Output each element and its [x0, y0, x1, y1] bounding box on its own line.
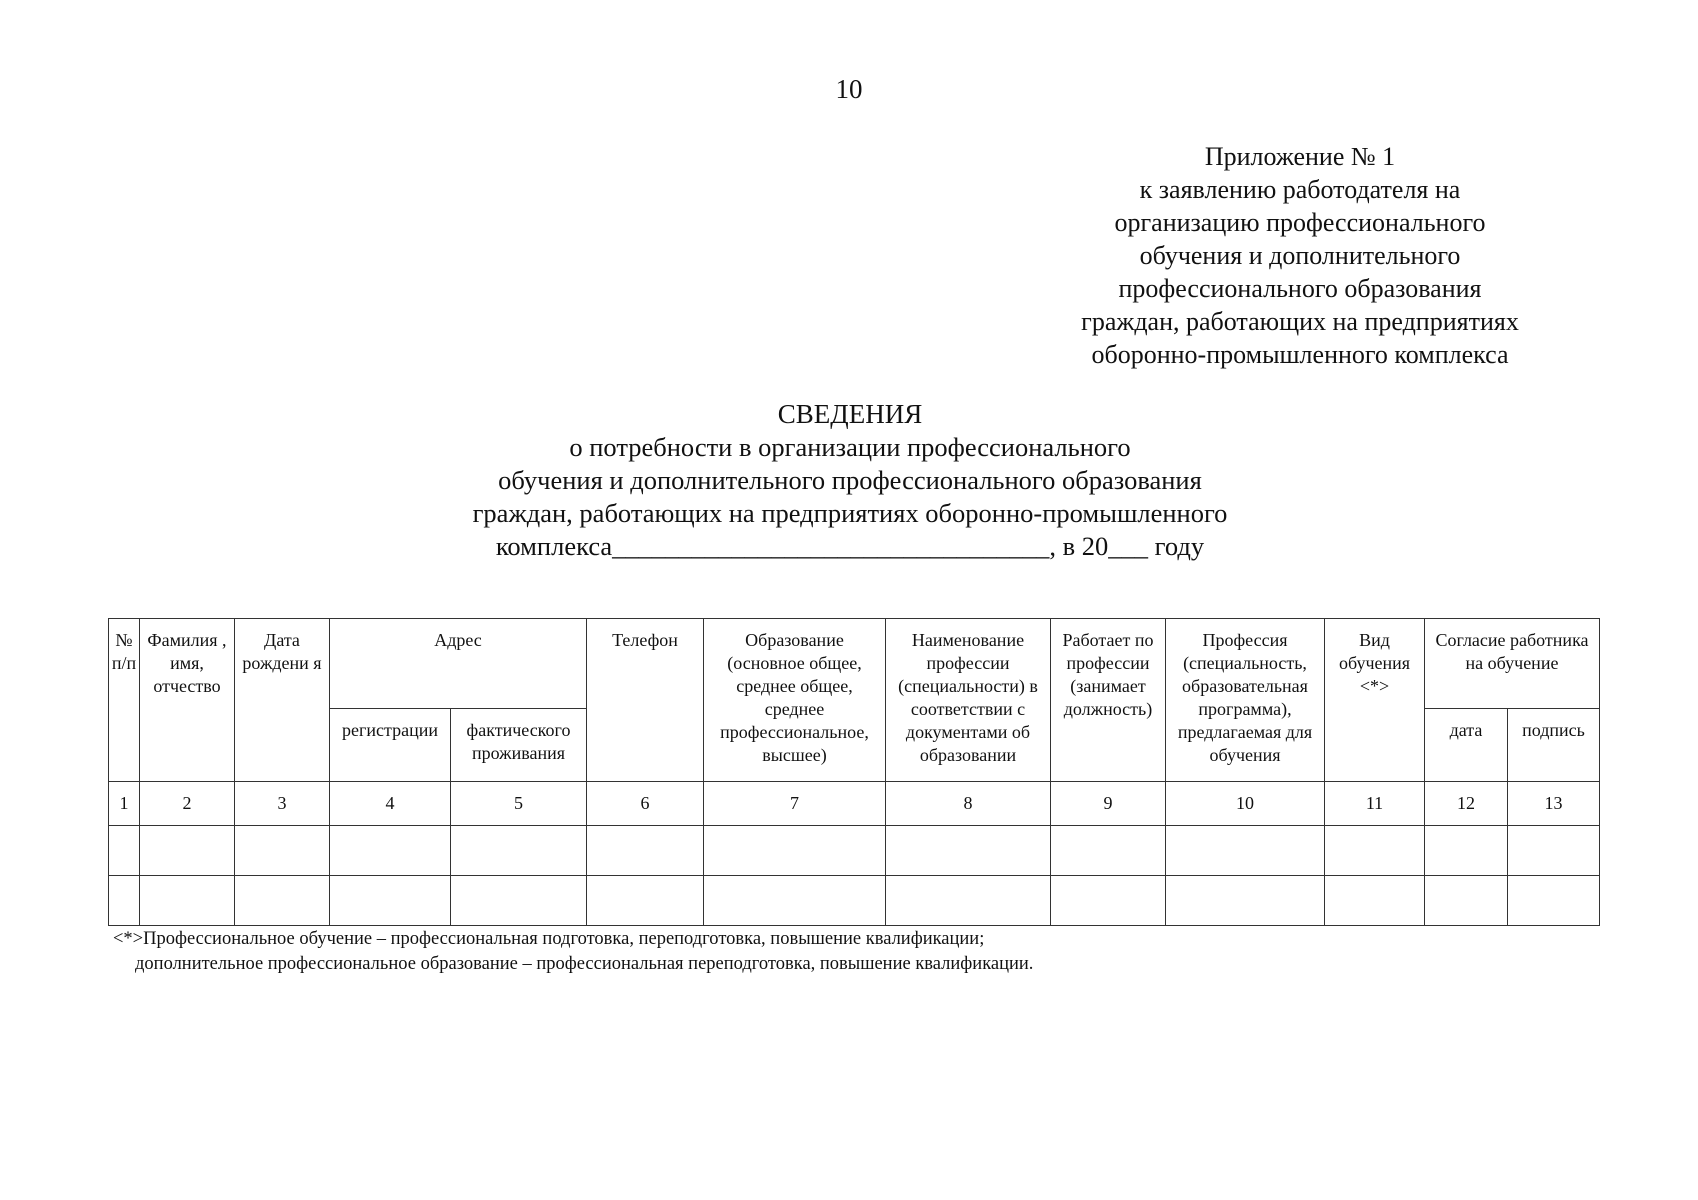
empty-cell	[1425, 876, 1508, 926]
appendix-line: обучения и дополнительного	[1139, 241, 1461, 270]
empty-cell	[1051, 826, 1166, 876]
empty-cell	[886, 876, 1051, 926]
header-address-actual: фактического проживания	[451, 709, 587, 782]
document-heading	[300, 398, 1400, 563]
empty-cell	[140, 876, 235, 926]
empty-cell	[886, 826, 1051, 876]
empty-cell	[330, 826, 451, 876]
heading-line: комплекса_________________________________, в 20___ году	[495, 531, 1205, 561]
empty-cell	[109, 826, 140, 876]
header-education: Образование (основное общее, среднее общее, среднее профессиональное, высшее)	[704, 619, 886, 782]
empty-cell	[451, 876, 587, 926]
appendix-line: оборонно-промышленного комплекса	[1091, 340, 1509, 369]
column-number: 8	[886, 782, 1051, 826]
empty-cell	[1425, 826, 1508, 876]
column-number: 3	[235, 782, 330, 826]
empty-cell	[1166, 876, 1325, 926]
column-number: 13	[1508, 782, 1600, 826]
table-header-row	[109, 619, 1600, 709]
empty-cell	[1051, 876, 1166, 926]
column-number: 4	[330, 782, 451, 826]
appendix-line: организацию профессионального	[1114, 208, 1486, 237]
footnote-line: дополнительное профессиональное образование – профессиональная переподготовка, повышение квалификации.	[135, 954, 1034, 974]
column-number: 12	[1425, 782, 1508, 826]
header-profession-name: Наименование профессии (специальности) в соответствии с документами об образовании	[886, 619, 1051, 782]
header-birth-date: Дата рождени я	[235, 619, 330, 782]
empty-cell	[140, 826, 235, 876]
empty-cell	[587, 876, 704, 926]
header-consent-date: дата	[1425, 709, 1508, 782]
header-name: Фамилия , имя, отчество	[140, 619, 235, 782]
empty-cell	[1166, 826, 1325, 876]
header-num: № п/п	[109, 619, 140, 782]
header-address-registration: регистрации	[330, 709, 451, 782]
empty-cell	[1325, 826, 1425, 876]
header-address: Адрес	[330, 619, 587, 709]
empty-cell	[109, 876, 140, 926]
header-consent: Согласие работника на обучение	[1425, 619, 1600, 709]
empty-cell	[1325, 876, 1425, 926]
empty-cell	[451, 826, 587, 876]
footnote	[113, 927, 1513, 977]
empty-cell	[235, 876, 330, 926]
appendix-line: к заявлению работодателя на	[1139, 175, 1461, 204]
header-phone: Телефон	[587, 619, 704, 782]
heading-line: обучения и дополнительного профессионального образования	[498, 465, 1202, 495]
needs-table	[108, 618, 1600, 926]
empty-cell	[1508, 826, 1600, 876]
empty-cell	[704, 826, 886, 876]
column-numbers-row	[109, 782, 1600, 826]
appendix-line: граждан, работающих на предприятиях	[1081, 307, 1519, 336]
empty-cell	[235, 826, 330, 876]
header-works-by: Работает по профессии (занимает должность)	[1051, 619, 1166, 782]
column-number: 1	[109, 782, 140, 826]
header-consent-signature: подпись	[1508, 709, 1600, 782]
footnote-line: <*>Профессиональное обучение – профессиональная подготовка, переподготовка, повышение квалификации;	[113, 929, 985, 949]
column-number: 7	[704, 782, 886, 826]
column-number: 6	[587, 782, 704, 826]
document-title: СВЕДЕНИЯ	[777, 399, 923, 429]
appendix-line: профессионального образования	[1118, 274, 1482, 303]
header-training-type: Вид обучения <*>	[1325, 619, 1425, 782]
column-number: 11	[1325, 782, 1425, 826]
header-profession-offered: Профессия (специальность, образовательная программа), предлагаемая для обучения	[1166, 619, 1325, 782]
table-row	[109, 826, 1600, 876]
column-number: 9	[1051, 782, 1166, 826]
empty-cell	[1508, 876, 1600, 926]
column-number: 5	[451, 782, 587, 826]
heading-line: граждан, работающих на предприятиях оборонно-промышленного	[472, 498, 1228, 528]
empty-cell	[587, 826, 704, 876]
appendix-line: Приложение № 1	[1204, 142, 1396, 171]
table-row	[109, 876, 1600, 926]
page-number: 10	[835, 74, 863, 104]
appendix-block	[1000, 140, 1600, 371]
heading-line: о потребности в организации профессионального	[569, 432, 1131, 462]
empty-cell	[330, 876, 451, 926]
column-number: 2	[140, 782, 235, 826]
empty-cell	[704, 876, 886, 926]
column-number: 10	[1166, 782, 1325, 826]
